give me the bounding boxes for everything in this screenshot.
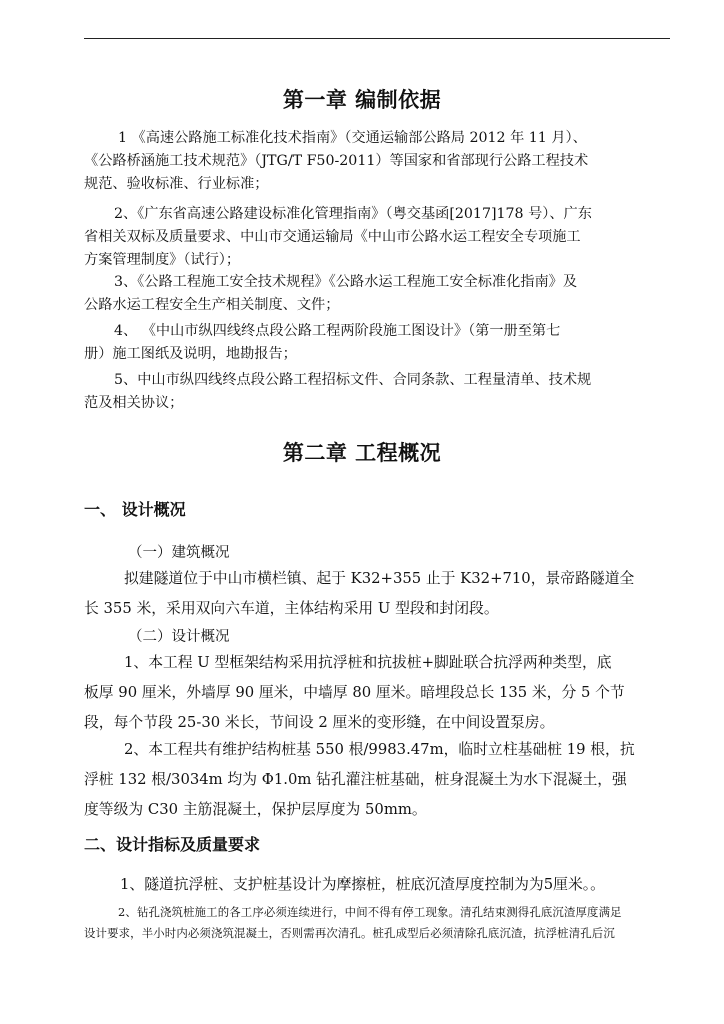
- section-indicators-title: 二、设计指标及质量要求: [84, 835, 261, 854]
- basis-item-1: [84, 127, 672, 196]
- text-line: 3、《公路工程施工安全技术规程》《公路水运工程施工安全标准化指南》及: [114, 274, 578, 290]
- text-line: 长 355 米，采用双向六车道，主体结构采用 U 型段和封闭段。: [84, 600, 499, 617]
- text-line: 浮桩 132 根/3034m 均为 Φ1.0m 钻孔灌注桩基础，桩身混凝土为水下混凝土，强: [84, 771, 627, 788]
- header-rule: [84, 38, 670, 39]
- text-line: 板厚 90 厘米，外墙厚 90 厘米，中墙厚 80 厘米。暗埋段总长 135 米，分 5 个节: [84, 684, 625, 701]
- text-line: 5、中山市纵四线终点段公路工程招标文件、合同条款、工程量清单、技术规: [114, 372, 592, 388]
- text-line: 规范、验收标准、行业标准；: [84, 176, 269, 192]
- chapter-1-title: 第一章 编制依据: [282, 88, 442, 112]
- text-line: 4、 《中山市纵四线终点段公路工程两阶段施工图设计》（第一册至第七: [114, 323, 561, 339]
- text-line: 方案管理制度》（试行）；: [84, 252, 241, 268]
- basis-item-4: [84, 320, 672, 366]
- basis-item-3: [84, 271, 672, 317]
- text-line: 度等级为 C30 主筋混凝土，保护层厚度为 50mm。: [84, 801, 427, 818]
- subsection-design-overview: （二）设计概况: [128, 629, 230, 645]
- text-line: 2、《广东省高速公路建设标准化管理指南》（粤交基函[2017]178 号）、广东: [114, 206, 592, 222]
- text-line: 《公路桥涵施工技术规范》（JTG/T F50-2011）等国家和省部现行公路工程技术: [84, 153, 589, 169]
- text-line: 设计要求，半小时内必须浇筑混凝土，否则需再次清孔。桩孔成型后必须清除孔底沉渣，抗浮桩清孔后沉: [84, 926, 615, 940]
- text-line: 拟建隧道位于中山市横栏镇、起于 K32+355 止于 K32+710，景帝路隧道全: [124, 570, 635, 587]
- design-overview-para-2: [84, 735, 672, 825]
- text-line: 段，每个节段 25-30 米长，节间设 2 厘米的变形缝，在中间设置泵房。: [84, 714, 555, 731]
- text-line: 册）施工图纸及说明，地勘报告；: [84, 346, 297, 362]
- subsection-building-overview: （一）建筑概况: [128, 545, 230, 561]
- text-line: 2、钻孔浇筑桩施工的各工序必须连续进行，中间不得有停工现象。清孔结束测得孔底沉渣厚度满足: [118, 905, 622, 919]
- basis-item-2: [84, 203, 672, 272]
- text-line: 2、本工程共有维护结构桩基 550 根/9983.47m，临时立柱基础桩 19 根，抗: [124, 741, 635, 758]
- building-overview-text: [84, 564, 672, 624]
- section-design-overview-title: 一、 设计概况: [84, 500, 186, 519]
- basis-item-5: [84, 369, 672, 415]
- text-line: 省相关双标及质量要求、中山市交通运输局《中山市公路水运工程安全专项施工: [84, 229, 581, 245]
- text-line: 公路水运工程安全生产相关制度、文件；: [84, 297, 340, 313]
- text-line: 1、隧道抗浮桩、支护桩基设计为摩擦桩，桩底沉渣厚度控制为为5厘米。。: [120, 876, 605, 893]
- text-line: 1 《高速公路施工标准化技术指南》（交通运输部公路局 2012 年 11 月）、: [118, 130, 587, 146]
- text-line: 范及相关协议；: [84, 395, 184, 411]
- chapter-2-title: 第二章 工程概况: [282, 441, 442, 465]
- design-overview-para-1: [84, 648, 672, 738]
- indicators-para-2: [84, 902, 672, 944]
- text-line: 1、本工程 U 型框架结构采用抗浮桩和抗拔桩+脚趾联合抗浮两种类型，底: [124, 654, 612, 671]
- indicators-para-1: [84, 870, 672, 900]
